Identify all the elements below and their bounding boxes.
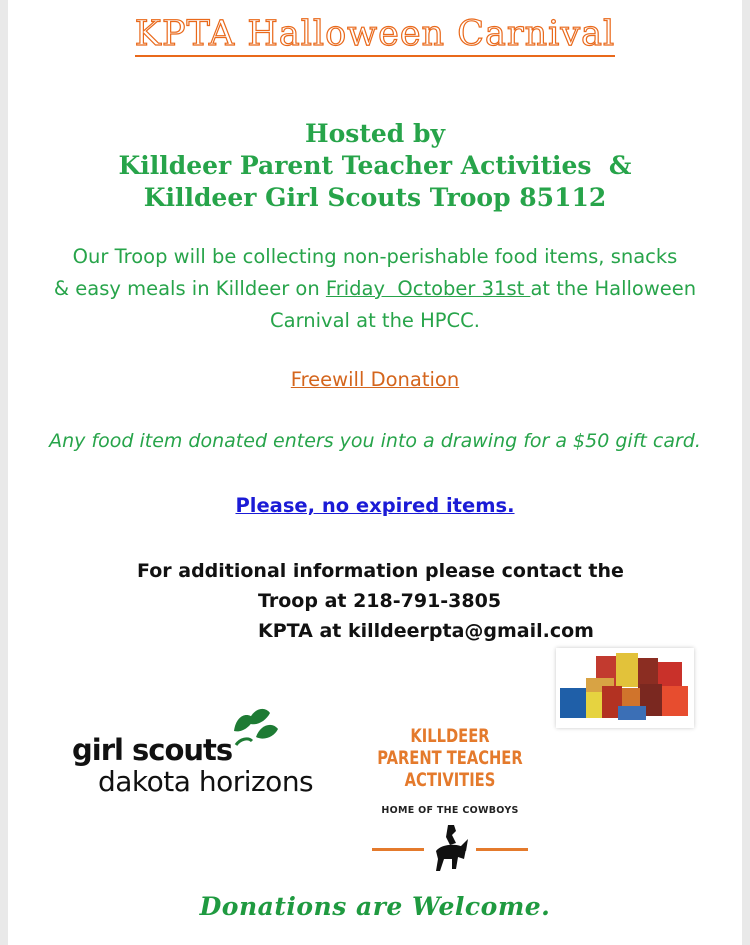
expired-items-notice: Please, no expired items. — [235, 494, 515, 517]
dakota-horizons-wordmark: dakota horizons — [98, 765, 314, 798]
kpta-rule-right — [476, 848, 528, 851]
girl-scouts-host-line: Killdeer Girl Scouts Troop 85112 — [143, 183, 607, 212]
bronc-rider-icon — [430, 821, 470, 877]
collecting-line-2 — [0, 273, 750, 305]
collecting-line-3: Carnival at the HPCC. — [270, 309, 480, 332]
kpta-logo-line-3: ACTIVITIES — [404, 769, 496, 791]
kpta-rule-left — [372, 848, 424, 851]
trefoil-icon — [230, 703, 280, 747]
hosted-by-block — [0, 118, 750, 214]
collecting-paragraph — [0, 241, 750, 337]
kpta-logo-text — [373, 725, 528, 791]
contact-line-1: For additional information please contact the — [137, 560, 624, 582]
freewill-donation: Freewill Donation — [290, 368, 460, 391]
kpta-logo — [360, 725, 540, 880]
girl-scouts-wordmark: girl scouts — [72, 733, 233, 767]
drawing-notice: Any food item donated enters you into a drawing for a $50 gift card. — [49, 430, 701, 452]
kpta-logo-line-1: KILLDEER — [410, 725, 490, 747]
collecting-text: & easy meals in Killdeer on — [53, 277, 326, 300]
hosted-by-line: Hosted by — [304, 119, 445, 148]
contact-kpta-email: KPTA at killdeerpta@gmail.com — [258, 620, 594, 642]
flyer-title: KPTA Halloween Carnival — [0, 14, 750, 54]
food-items-image — [556, 648, 694, 728]
donations-welcome-footer: Donations are Welcome. — [199, 892, 551, 921]
event-date: Friday October 31st — [325, 277, 531, 300]
collecting-line-1: Our Troop will be collecting non-perishable food items, snacks — [72, 245, 678, 268]
kpta-logo-line-2: PARENT TEACHER — [377, 747, 523, 769]
collecting-text-end: at the Halloween — [530, 277, 697, 300]
kpta-host-line: Killdeer Parent Teacher Activities & — [118, 151, 632, 180]
kpta-tagline: HOME OF THE COWBOYS — [381, 805, 519, 816]
girl-scouts-logo — [72, 703, 342, 803]
contact-troop-phone: Troop at 218-791-3805 — [258, 590, 502, 612]
